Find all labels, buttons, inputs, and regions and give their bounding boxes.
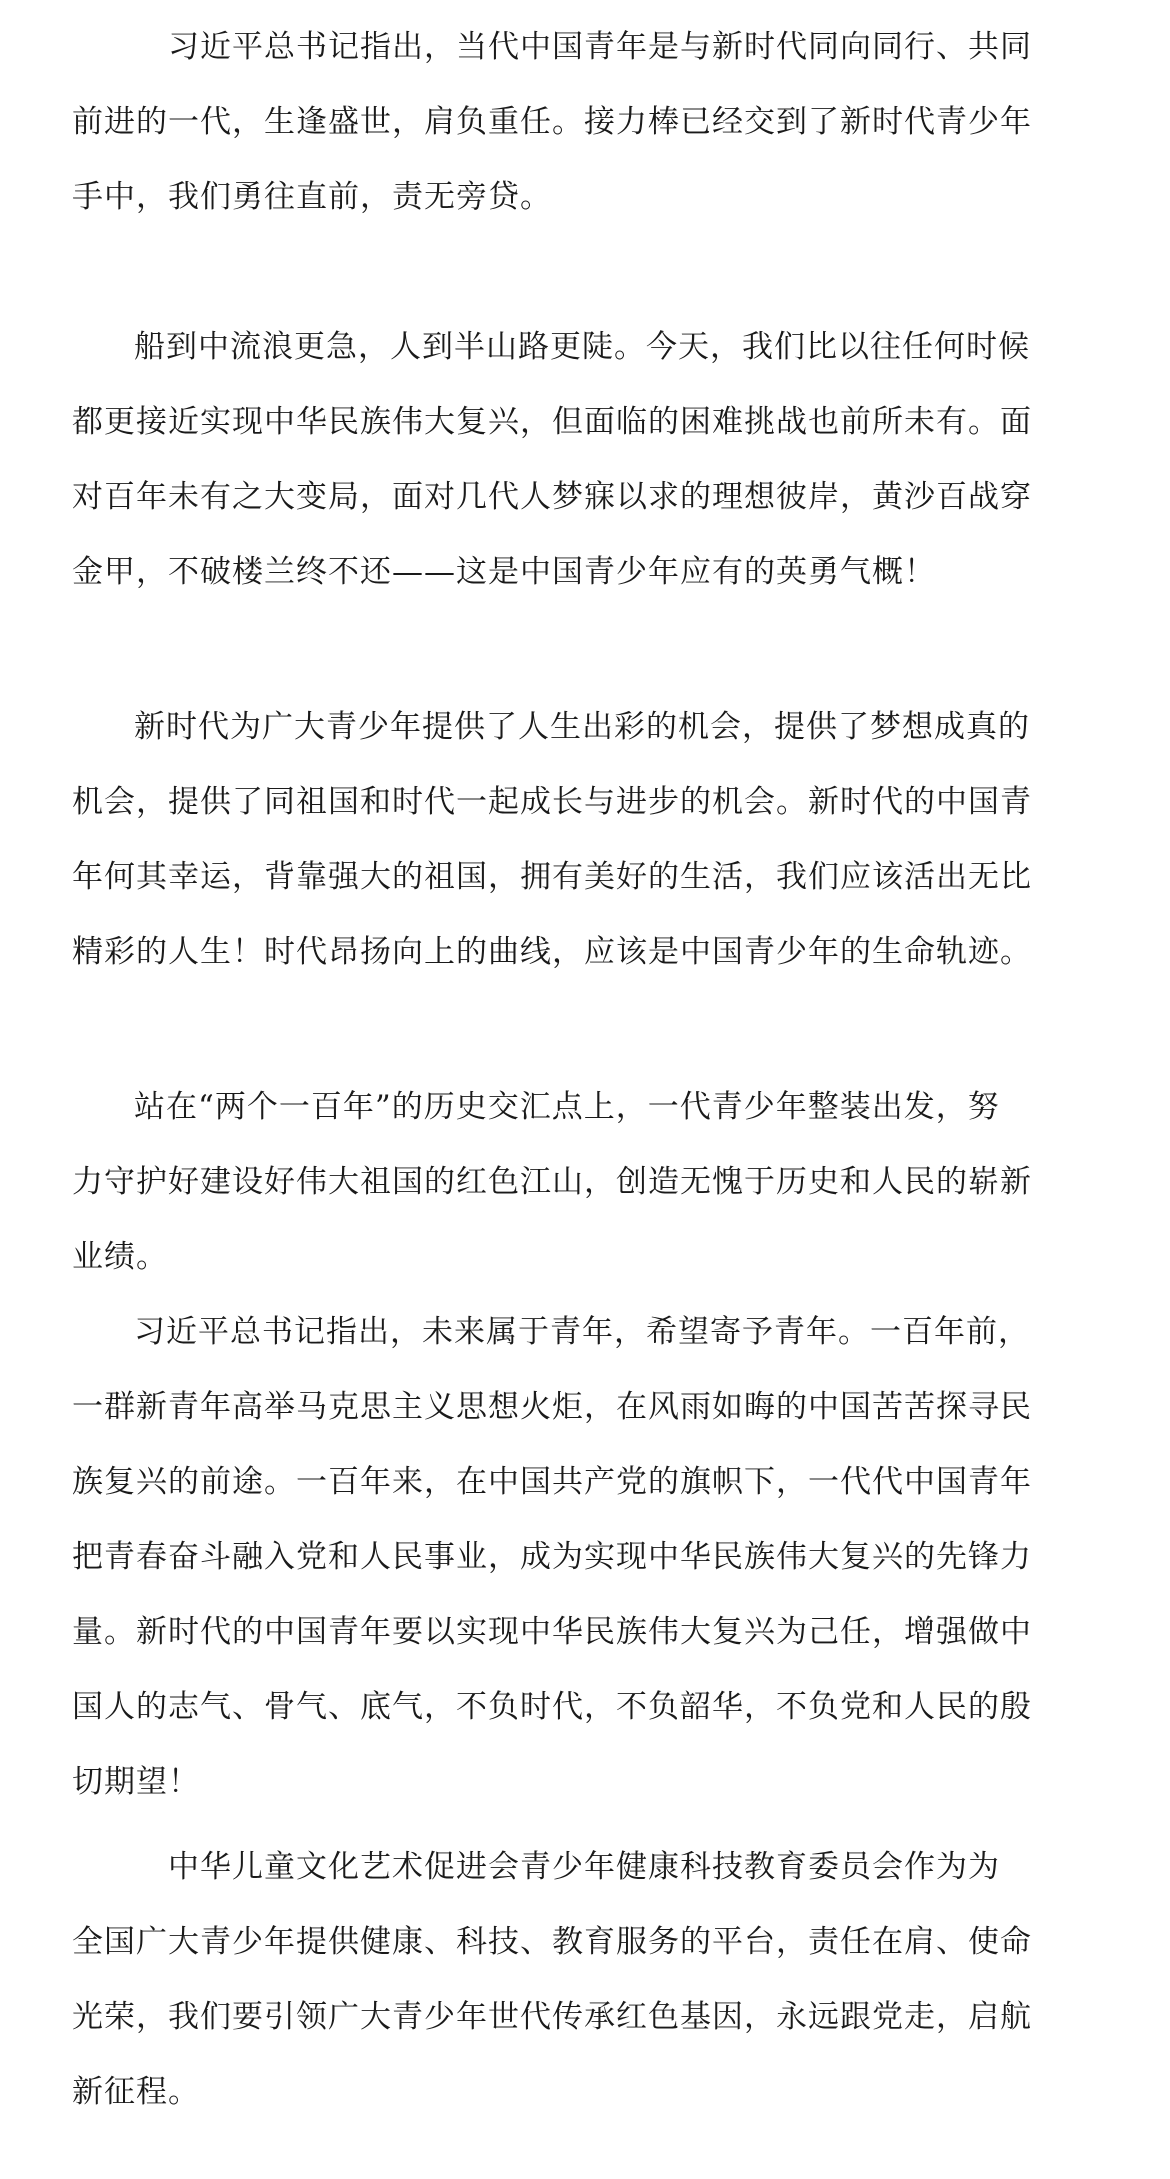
- paragraph-line: 机会，提供了同祖国和时代一起成长与进步的机会。新时代的中国青: [72, 784, 1032, 820]
- paragraph-line: 精彩的人生！时代昂扬向上的曲线，应该是中国青少年的生命轨迹。: [72, 934, 1032, 970]
- paragraph-line: 习近平总书记指出，当代中国青年是与新时代同向同行、共同: [168, 29, 1032, 65]
- paragraph-line: 一群新青年高举马克思主义思想火炬，在风雨如晦的中国苦苦探寻民: [72, 1389, 1032, 1425]
- paragraph-line: 前进的一代，生逢盛世，肩负重任。接力棒已经交到了新时代青少年: [72, 104, 1032, 140]
- paragraph-line: 对百年未有之大变局，面对几代人梦寐以求的理想彼岸，黄沙百战穿: [72, 479, 1032, 515]
- paragraph-line: 手中，我们勇往直前，责无旁贷。: [72, 179, 552, 215]
- paragraph-1: [72, 10, 1072, 235]
- paragraph-line: 全国广大青少年提供健康、科技、教育服务的平台，责任在肩、使命: [72, 1924, 1032, 1960]
- paragraph-line: 船到中流浪更急，人到半山路更陡。今天，我们比以往任何时候: [134, 329, 1030, 365]
- paragraph-6: [72, 1830, 1072, 2130]
- paragraph-line: 切期望！: [72, 1764, 200, 1800]
- paragraph-line: 中华儿童文化艺术促进会青少年健康科技教育委员会作为为: [168, 1849, 1000, 1885]
- paragraph-4: [72, 1070, 1072, 1295]
- paragraph-line: 光荣，我们要引领广大青少年世代传承红色基因，永远跟党走，启航: [72, 1999, 1032, 2035]
- paragraph-2: [72, 310, 1072, 610]
- paragraph-line: 年何其幸运，背靠强大的祖国，拥有美好的生活，我们应该活出无比: [72, 859, 1032, 895]
- paragraph-line: 站在“两个一百年”的历史交汇点上，一代青少年整装出发，努: [134, 1089, 1000, 1125]
- paragraph-line: 国人的志气、骨气、底气，不负时代，不负韶华，不负党和人民的殷: [72, 1689, 1032, 1725]
- paragraph-line: 金甲，不破楼兰终不还——这是中国青少年应有的英勇气概！: [72, 554, 936, 590]
- paragraph-3: [72, 690, 1072, 990]
- paragraph-line: 把青春奋斗融入党和人民事业，成为实现中华民族伟大复兴的先锋力: [72, 1539, 1032, 1575]
- paragraph-line: 新征程。: [72, 2074, 200, 2110]
- paragraph-line: 习近平总书记指出，未来属于青年，希望寄予青年。一百年前，: [134, 1314, 1030, 1350]
- paragraph-line: 力守护好建设好伟大祖国的红色江山，创造无愧于历史和人民的崭新: [72, 1164, 1032, 1200]
- paragraph-5: [72, 1295, 1072, 1820]
- paragraph-line: 新时代为广大青少年提供了人生出彩的机会，提供了梦想成真的: [134, 709, 1030, 745]
- paragraph-line: 量。新时代的中国青年要以实现中华民族伟大复兴为己任，增强做中: [72, 1614, 1032, 1650]
- paragraph-line: 族复兴的前途。一百年来，在中国共产党的旗帜下，一代代中国青年: [72, 1464, 1032, 1500]
- paragraph-line: 都更接近实现中华民族伟大复兴，但面临的困难挑战也前所未有。面: [72, 404, 1032, 440]
- paragraph-line: 业绩。: [72, 1239, 168, 1275]
